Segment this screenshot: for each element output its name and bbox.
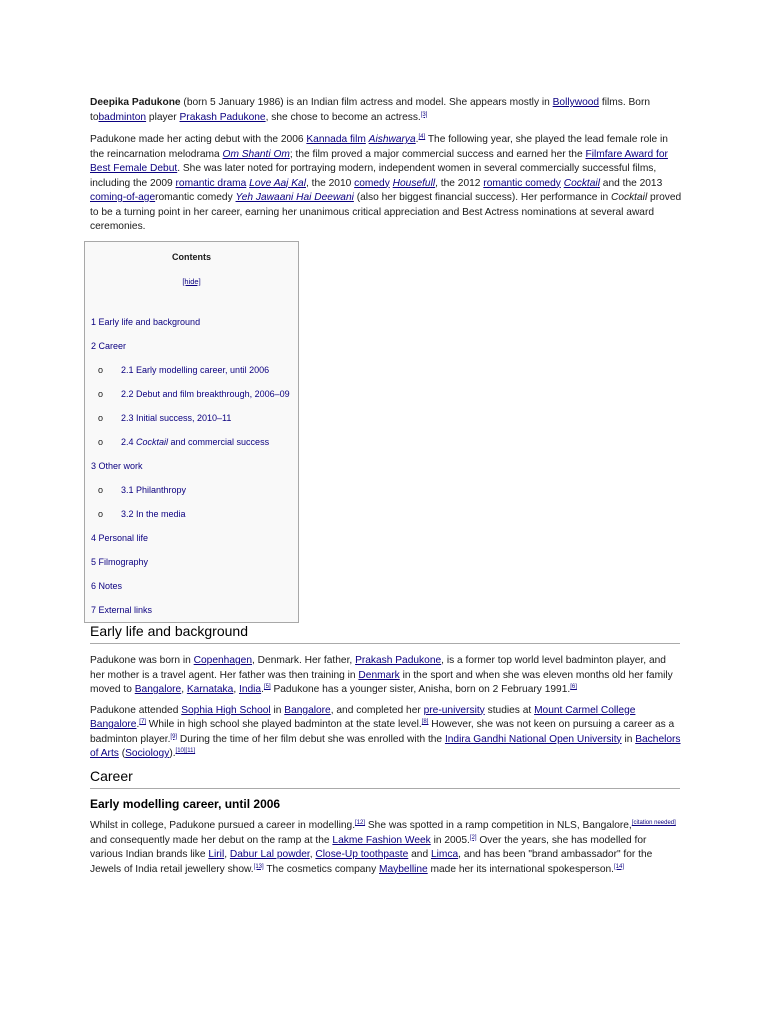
toc-subitem-early-modelling[interactable]: o 2.1 Early modelling career, until 2006 [98,365,270,375]
citation-ref[interactable]: [6] [570,684,577,690]
early-modelling-section [90,819,682,877]
heading-divider [90,788,680,789]
toc-hide-toggle[interactable]: [hide] [182,277,201,286]
link-love-aaj-kal[interactable]: Love Aaj Kal [249,177,306,189]
link-sophia-high-school[interactable]: Sophia High School [181,704,271,716]
link-close-up-toothpaste[interactable]: Close-Up toothpaste [315,849,409,860]
link-maybelline[interactable]: Maybelline [379,863,428,875]
link-housefull[interactable]: Housefull [392,177,436,189]
citation-ref[interactable]: [10][11] [175,748,196,754]
link-copenhagen[interactable]: Copenhagen [193,655,253,666]
link-denmark[interactable]: Denmark [358,669,400,681]
subsection-heading-early-modelling: Early modelling career, until 2006 [90,797,281,811]
article-subject: Deepika Padukone [90,97,181,108]
bullet: o [98,437,104,447]
bullet: o [98,509,104,519]
link-liril[interactable]: Liril [208,849,225,860]
toc-item-personal-life[interactable]: 4 Personal life [91,533,149,543]
toc-subitem-philanthropy[interactable]: o 3.1 Philanthropy [98,485,187,495]
toc-item-career[interactable]: 2 Career [91,341,127,351]
link-prakash-padukone[interactable]: Prakash Padukone [179,111,266,123]
citation-ref[interactable]: [2] [469,834,477,841]
link-dabur-lal-powder[interactable]: Dabur Lal powder [229,849,310,860]
early-life-paragraph-2: Padukone attended Sophia High School in Bangalore, and completed her pre-university studies at Mount Carmel College Bangalore.[7] While in high school she played badminton at the state level.[8] However, she was not keen on pursuing a career as a badminton player.[9] During the time of her film debut she was enrolled with the Indira Gandhi National Open University in Bachelors of Arts (Sociology).[10][11] [90,704,681,759]
early-modelling-paragraph: Whilst in college, Padukone pursued a career in modelling.[12] She was spotted in a ramp competition in NLS, Bangalore,[citation needed] and consequently made her debut on the ramp at the Lakme Fashion Week in 2005.[2] Over the years, she has modelled for various Indian brands like Liril, Dabur Lal powder, Close-Up toothpaste and Limca, and has been "brand ambassador" for the Jewels of India retail jewellery show.[13] The cosmetics company Maybelline made her its international spokesperson.[14] [90,820,676,875]
early-life-section [90,654,682,762]
link-romantic-comedy[interactable]: romantic comedy [483,177,561,189]
citation-ref[interactable]: [14] [614,863,625,870]
toc-subitem-cocktail-success[interactable]: o 2.4 Cocktail and commercial success [98,437,270,447]
bullet: o [98,485,104,495]
link-kannada-film[interactable]: Kannada film [306,134,366,145]
citation-ref[interactable]: [5] [263,684,271,690]
citation-ref[interactable]: [7] [139,719,146,725]
toc-item-external-links[interactable]: 7 External links [91,605,153,615]
toc-item-early-life[interactable]: 1 Early life and background [91,317,201,327]
citation-ref[interactable]: [9] [170,733,178,740]
link-india[interactable]: India [239,684,262,695]
link-cocktail[interactable]: Cocktail [563,177,600,189]
link-romantic-drama[interactable]: romantic drama [175,177,247,189]
link-yeh-jawaani-hai-deewani[interactable]: Yeh Jawaani Hai Deewani [235,192,354,203]
early-life-paragraph-1: Padukone was born in Copenhagen, Denmark. Her father, Prakash Padukone, is a former top world level badminton player, and her mother is a travel agent. Her father was then training in Denmark in the sport and when she was eleven months old her family moved to Bangalore, Karnataka, India.[5] Padukone has a younger sister, Anisha, born on 2 February 1991.[6] [90,655,673,695]
toc-item-notes[interactable]: 6 Notes [91,581,123,591]
link-lakme-fashion-week[interactable]: Lakme Fashion Week [332,834,431,846]
link-sociology[interactable]: Sociology [125,748,170,759]
citation-ref[interactable]: [3] [420,111,428,118]
bullet: o [98,413,104,423]
bullet: o [98,389,104,399]
link-bangalore[interactable]: Bangalore [134,684,182,695]
link-badminton[interactable]: badminton [98,111,147,123]
article-intro [90,96,682,240]
link-ignou[interactable]: Indira Gandhi National Open University [444,733,622,745]
toc-subitem-initial-success[interactable]: o 2.3 Initial success, 2010–11 [98,413,232,423]
table-of-contents [84,241,299,623]
link-comedy[interactable]: comedy [354,177,390,189]
bullet: o [98,365,104,375]
section-heading-career: Career [90,768,133,784]
intro-paragraph: Deepika Padukone (born 5 January 1986) is an Indian film actress and model. She appears mostly in Bollywood films. Born tobadminton player Prakash Padukone, she chose to become an actress.[3] [90,97,651,123]
toc-subitem-in-the-media[interactable]: o 3.2 In the media [98,509,186,519]
toc-subitem-debut-breakthrough[interactable]: o 2.2 Debut and film breakthrough, 2006–09 [98,389,290,399]
link-coming-of-age[interactable]: coming-of-age [90,192,156,203]
link-pre-university[interactable]: pre-university [423,704,485,716]
citation-ref[interactable]: [4] [418,134,426,140]
toc-title: Contents [172,252,211,262]
citation-needed-ref[interactable]: [citation needed] [631,820,676,826]
link-aishwarya[interactable]: Aishwarya [368,134,416,145]
toc-item-filmography[interactable]: 5 Filmography [91,557,149,567]
link-prakash-padukone[interactable]: Prakash Padukone [355,655,442,666]
heading-divider [90,643,680,644]
citation-ref[interactable]: [12] [355,820,366,826]
link-karnataka[interactable]: Karnataka [186,684,234,695]
citation-ref[interactable]: [8] [421,719,429,725]
link-bollywood[interactable]: Bollywood [552,97,600,108]
link-filmfare-award[interactable]: Filmfare Award for Best Female Debut [90,148,668,174]
link-bangalore[interactable]: Bangalore [284,704,331,716]
debut-paragraph: Padukone made her acting debut with the 2006 Kannada film Aishwarya.[4] The following year, she played the lead female role in the reincarnation melodrama Om Shanti Om; the film proved a major commercial success and earned her the Filmfare Award for Best Female Debut. She was later noted for portraying modern, independent women in several commercially successful films, including the 2009 romantic drama Love Aaj Kal, the 2010 comedy Housefull, the 2012 romantic comedy Cocktail and the 2013 coming-of-ageromantic comedy Yeh Jawaani Hai Deewani (also her biggest financial success). Her performance in Cocktail proved to be a turning point in her career, earning her unanimous critical appreciation and Best Actress nominations at several award ceremonies. [90,134,682,232]
section-heading-early-life: Early life and background [90,623,248,639]
toc-item-other-work[interactable]: 3 Other work [91,461,143,471]
link-mount-carmel-college[interactable]: Mount Carmel College Bangalore [90,704,636,730]
citation-ref[interactable]: [13] [253,863,264,870]
link-om-shanti-om[interactable]: Om Shanti Om [222,148,290,160]
link-bachelors-of-arts[interactable]: Bachelors of Arts [90,733,681,759]
link-limca[interactable]: Limca [430,849,459,860]
